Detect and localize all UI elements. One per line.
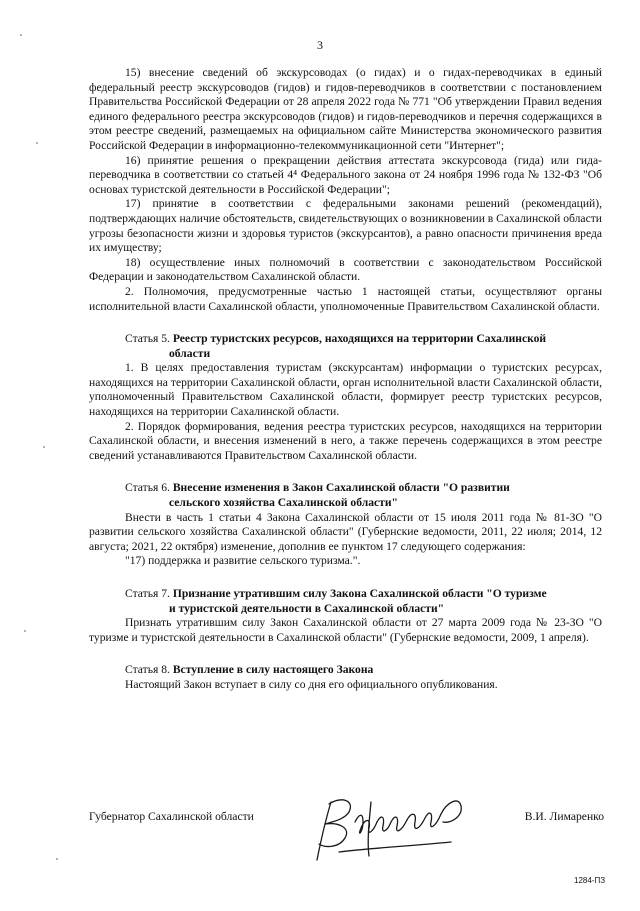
- article-title-continuation: сельского хозяйства Сахалинской области": [169, 496, 398, 510]
- signatory-name: В.И. Лимаренко: [524, 810, 604, 823]
- page-number: 3: [317, 38, 323, 52]
- article-heading: [89, 332, 602, 361]
- document-code: 1284-ПЗ: [574, 876, 606, 885]
- article-number: Статья 5.: [125, 332, 170, 346]
- article-8: [89, 663, 602, 692]
- paragraph-part-2: 2. Полномочия, предусмотренные частью 1 настоящей статьи, осуществляют органы исполнительной власти Сахалинской области, уполномоченные Правительством Сахалинской области.: [89, 284, 602, 313]
- paragraph-list-15: 15) внесение сведений об экскурсоводах (о гидах) и о гидах-переводчиках в единый федеральный реестр экскурсоводов (гидов) и гидов-переводчиков в соответствии с постановлением Правительства Российской Федерации от 28 апреля 2022 года № 771 "Об утверждении Правил ведения единого федерального реестра экскурсоводов (гидов) и гидов-переводчиков и перечня содержащихся в этом реестре сведений, размещаемых на официальном сайте Министерства экономического развития Российской Федерации в информационно-телекоммуникационной сети "Интернет";: [89, 66, 602, 152]
- scan-speck: [43, 446, 45, 448]
- article-heading: [89, 663, 602, 678]
- article-title: Внесение изменения в Закон Сахалинской области "О развитии: [172, 481, 510, 495]
- article-heading: [89, 587, 602, 616]
- scan-speck: [56, 858, 58, 860]
- scan-speck: [20, 34, 22, 36]
- scan-speck: [24, 630, 26, 632]
- article-paragraph: "17) поддержка и развитие сельского туризма.".: [125, 554, 361, 568]
- article-number: Статья 7.: [125, 587, 170, 600]
- document-body: [89, 66, 602, 693]
- article-7: [89, 587, 602, 645]
- article-title: Вступление в силу настоящего Закона: [172, 663, 374, 677]
- signatory-position: Губернатор Сахалинской области: [89, 810, 254, 823]
- article-paragraph: Настоящий Закон вступает в силу со дня его официального опубликования.: [125, 677, 498, 691]
- paragraph-list-18: 18) осуществление иных полномочий в соответствии с законодательством Российской Федерации и законодательством Сахалинской области.: [89, 255, 602, 284]
- article-paragraph: 1. В целях предоставления туристам (экскурсантам) информации о туристских ресурсах, находящихся на территории Сахалинской области, орган исполнительной власти Сахалинской области, уполномоченный Правительством Сахалинской области, формирует реестр туристских ресурсов, находящихся на территории Сахалинской области.: [89, 361, 602, 419]
- paragraph-list-17: 17) принятие в соответствии с федеральными законами решений (рекомендаций), подтверждающих наличие обстоятельств, свидетельствующих о возникновении в Сахалинской области угрозы безопасности жизни и здоровья туристов (экскурсантов), а равно опасности причинения вреда их имуществу;: [89, 197, 602, 255]
- handwritten-signature: [311, 792, 481, 864]
- paragraph-list-16: 16) принятие решения о прекращении действия аттестата экскурсовода (гида) или гида-переводчика в соответствии со статьей 4⁴ Федерального закона от 24 ноября 1996 года № 132-ФЗ "Об основах туристской деятельности в Российской Федерации";: [89, 153, 602, 196]
- article-title: Реестр туристских ресурсов, находящихся на территории Сахалинской: [172, 332, 547, 346]
- article-heading: [89, 481, 602, 510]
- article-6: [89, 481, 602, 569]
- article-title: Признание утратившим силу Закона Сахалинской области "О туризме: [172, 587, 547, 600]
- article-5: [89, 332, 602, 463]
- article-paragraph: Внести в часть 1 статьи 4 Закона Сахалинской области от 15 июля 2011 года № 81-ЗО "О развитии сельского хозяйства Сахалинской области" (Губернские ведомости, 2011, 22 июля; 2014, 12 августа; 2021, 22 октября) изменение, дополнив ее пунктом 17 следующего содержания:: [89, 510, 602, 553]
- article-number: Статья 6.: [125, 481, 170, 495]
- article-paragraph: 2. Порядок формирования, ведения реестра туристских ресурсов, находящихся на территории Сахалинской области, и внесения изменений в него, а также перечень содержащихся в этом реестре сведений устанавливаются Правительством Сахалинской области.: [89, 419, 602, 462]
- article-number: Статья 8.: [125, 663, 170, 677]
- signature-block: [89, 798, 604, 868]
- scan-speck: [36, 142, 38, 144]
- article-title-continuation: и туристской деятельности в Сахалинской области": [169, 601, 445, 615]
- article-title-continuation: области: [169, 346, 211, 360]
- article-paragraph: Признать утратившим силу Закон Сахалинской области от 27 марта 2009 года № 23-ЗО "О туризме и туристской деятельности в Сахалинской области" (Губернские ведомости, 2009, 1 апреля).: [89, 616, 602, 644]
